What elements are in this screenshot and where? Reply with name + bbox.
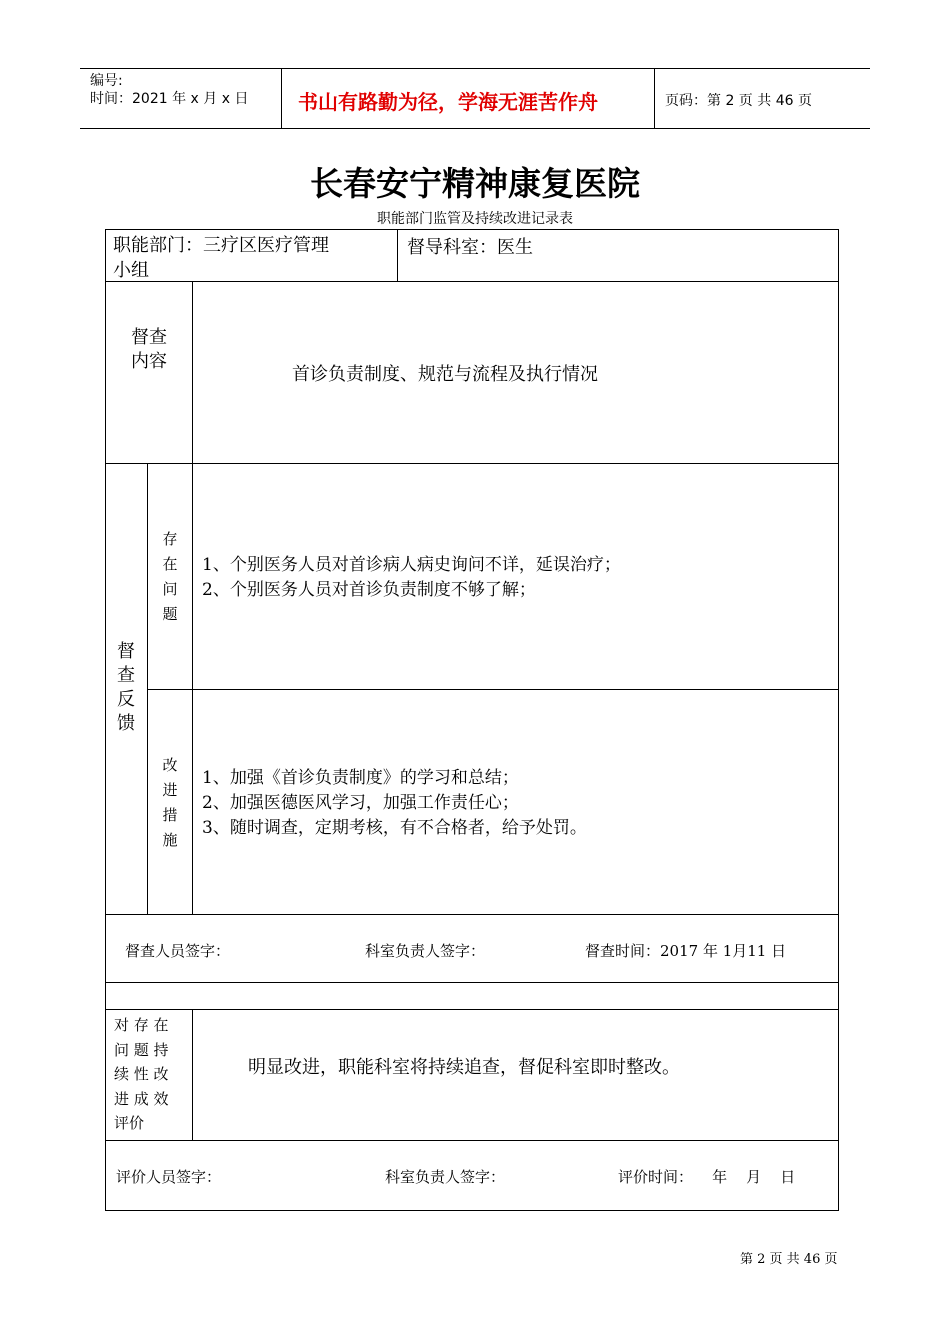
measure-item: 3、随时调查，定期考核，有不合格者，给予处罚。 [202,818,587,838]
eval-label-line: 进 成 效 [114,1089,169,1108]
table-border-bottom [105,1210,839,1211]
eval-time: 评价时间： 年 月 日 [618,1168,796,1186]
eval-label-line: 问 题 持 [114,1040,169,1059]
measures-label-char: 措 [162,806,178,824]
header-divider [654,68,655,128]
header-bottom-rule [80,128,870,129]
feedback-label-char: 督 [117,641,135,662]
eval-text: 明显改进，职能科室将持续追查，督促科室即时整改。 [248,1057,680,1078]
measures-list [202,766,587,841]
col-divider [192,281,193,464]
feedback-label-char: 查 [117,665,135,686]
eval-dept-head-signature: 科室负责人签字： [385,1168,506,1186]
page-label: 页码：第 2 页 共 46 页 [665,93,812,109]
problem-item: 1、个别医务人员对首诊病人病史询问不详，延误治疗； [202,555,621,575]
eval-label-line: 评价 [114,1114,145,1132]
measure-item: 1、加强《首诊负责制度》的学习和总结； [202,768,519,788]
document-title: 长春安宁精神康复医院 [310,164,640,203]
measures-label-char: 施 [162,831,178,849]
content-text: 首诊负责制度、规范与流程及执行情况 [292,364,598,385]
row-separator [105,1140,838,1141]
department-field [113,233,329,283]
feedback-label [106,640,146,736]
measures-label [148,753,192,853]
content-label-line-2: 内容 [131,351,167,372]
serial-label: 编号: [90,73,123,89]
content-label [106,326,192,374]
problem-label-char: 问 [162,580,178,598]
row-separator [105,914,838,915]
row-separator [147,689,838,690]
department-line-1: 职能部门：三疗区医疗管理 [113,235,329,256]
evaluator-signature: 评价人员签字： [116,1168,222,1186]
header-top-rule [80,68,870,69]
measures-label-char: 改 [162,756,178,774]
footer-page-number: 第 2 页 共 46 页 [740,1252,838,1267]
problem-label-char: 存 [162,530,178,548]
row-separator [105,982,838,983]
time-label: 时间：2021 年 x 月 x 日 [90,91,249,107]
row-separator [105,463,838,464]
col-divider [192,1009,193,1140]
row-separator [105,1009,838,1010]
eval-label-line: 对 存 在 [114,1016,169,1034]
inspector-signature: 督查人员签字： [125,942,231,960]
feedback-label-char: 反 [117,689,135,710]
feedback-label-char: 馈 [117,713,135,734]
table-border-right [838,229,839,1210]
problem-label [148,527,192,627]
row-divider [397,229,398,281]
problem-label-char: 在 [162,555,178,573]
document-subtitle: 职能部门监管及持续改进记录表 [377,211,573,227]
supervised-dept-field: 督导科室：医生 [407,237,533,258]
inspect-time: 督查时间：2017 年 1月11 日 [585,942,787,960]
eval-label-line: 续 性 改 [114,1065,169,1083]
department-line-2: 小组 [113,260,149,281]
motto: 书山有路勤为径，学海无涯苦作舟 [298,90,598,114]
eval-label [114,1013,169,1136]
problem-label-char: 题 [162,605,178,623]
content-label-line-1: 督查 [131,327,167,348]
header-divider [281,68,282,128]
measures-label-char: 进 [162,781,178,799]
table-border-top [105,229,838,230]
problems-list [202,553,621,603]
measure-item: 2、加强医德医风学习，加强工作责任心； [202,793,519,813]
dept-head-signature: 科室负责人签字： [365,942,486,960]
problem-item: 2、个别医务人员对首诊负责制度不够了解； [202,580,536,600]
